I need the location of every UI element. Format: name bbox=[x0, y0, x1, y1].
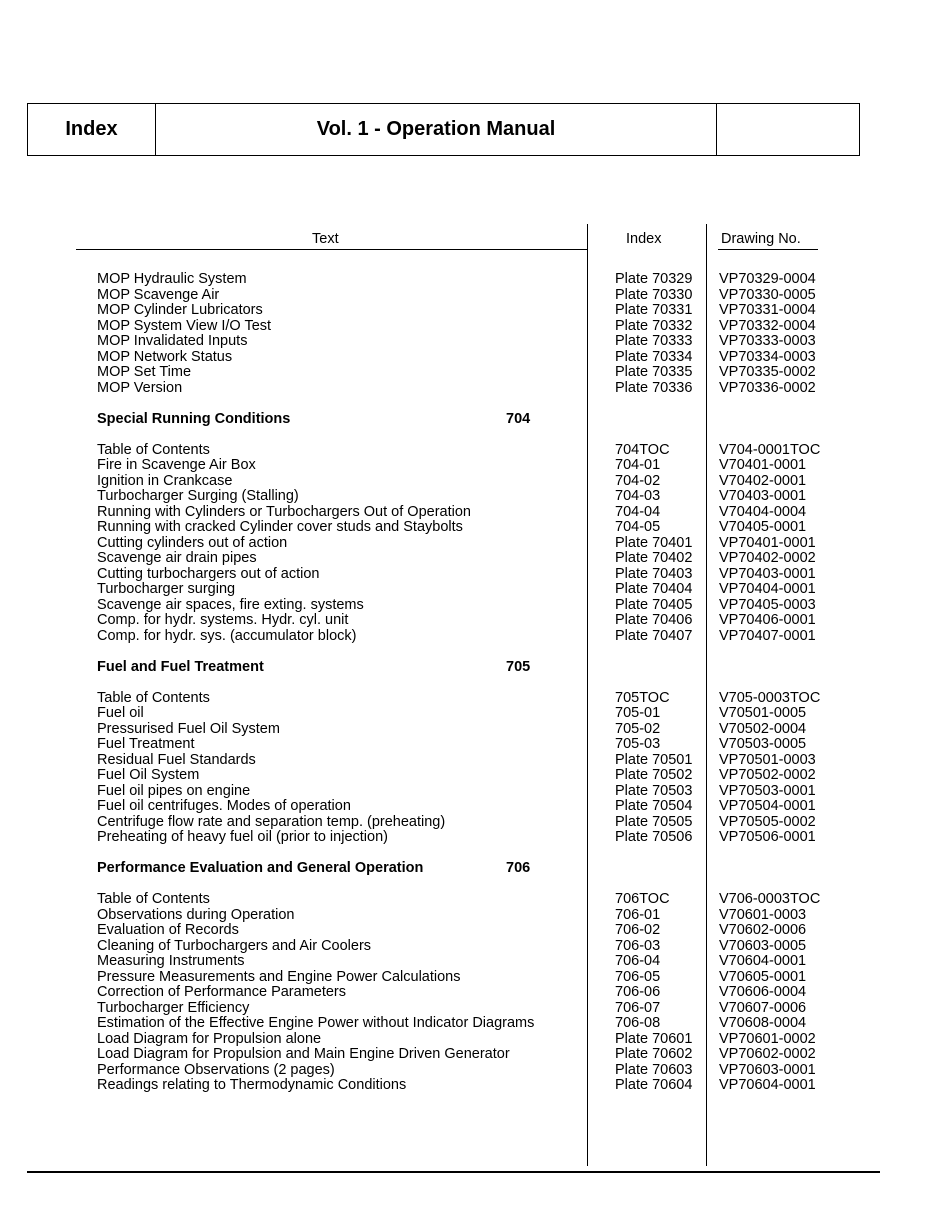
section-heading bbox=[0, 660, 952, 676]
section-number: 706 bbox=[506, 860, 531, 876]
row-text: Comp. for hydr. sys. (accumulator block) bbox=[97, 627, 357, 644]
table-row bbox=[0, 954, 952, 970]
row-drawing: VP70336-0002 bbox=[719, 379, 816, 396]
row-text: Observations during Operation bbox=[97, 906, 295, 923]
section-number: 704 bbox=[506, 410, 531, 427]
row-index: Plate 70603 bbox=[615, 1061, 693, 1078]
row-text: MOP Hydraulic System bbox=[97, 271, 247, 287]
row-drawing: VP70407-0001 bbox=[719, 627, 816, 644]
row-index: Plate 70404 bbox=[615, 581, 693, 597]
row-drawing: V70604-0001 bbox=[719, 953, 807, 969]
row-text: Fuel oil bbox=[97, 705, 144, 721]
row-drawing: V70602-0006 bbox=[719, 922, 807, 938]
row-index: Plate 70330 bbox=[615, 286, 693, 303]
row-index: Plate 70502 bbox=[615, 767, 693, 783]
row-text: Scavenge air drain pipes bbox=[97, 550, 257, 566]
row-index: 706-05 bbox=[615, 968, 661, 985]
row-index: Plate 70602 bbox=[615, 1046, 693, 1062]
section-title: Performance Evaluation and General Operation bbox=[97, 860, 424, 876]
table-row bbox=[0, 830, 952, 846]
row-text: Running with Cylinders or Turbochargers Out of Operation bbox=[97, 503, 471, 520]
row-index: 706-06 bbox=[615, 984, 661, 1000]
table-row bbox=[0, 815, 952, 831]
spacer bbox=[0, 644, 952, 660]
table-row bbox=[0, 567, 952, 583]
row-text: Centrifuge flow rate and separation temp. (preheating) bbox=[97, 813, 446, 830]
row-index: 706-01 bbox=[615, 906, 661, 923]
row-drawing: V70603-0005 bbox=[719, 937, 807, 954]
row-text: MOP Network Status bbox=[97, 348, 233, 365]
section-title: Fuel and Fuel Treatment bbox=[97, 658, 264, 675]
row-drawing: VP70604-0001 bbox=[719, 1077, 816, 1093]
row-drawing: VP70603-0001 bbox=[719, 1061, 816, 1078]
row-index: Plate 70407 bbox=[615, 627, 693, 644]
row-drawing: VP70330-0005 bbox=[719, 286, 816, 303]
row-text: Performance Observations (2 pages) bbox=[97, 1061, 335, 1078]
table-row bbox=[0, 536, 952, 552]
table-row bbox=[0, 505, 952, 521]
row-text: Cleaning of Turbochargers and Air Coolers bbox=[97, 937, 372, 954]
drawing-header-underline bbox=[718, 249, 818, 250]
section-heading bbox=[0, 861, 952, 877]
row-text: Fuel oil centrifuges. Modes of operation bbox=[97, 798, 351, 814]
row-index: 704-02 bbox=[615, 472, 661, 489]
row-index: 705-02 bbox=[615, 720, 661, 737]
row-text: Table of Contents bbox=[97, 689, 210, 706]
row-index: 706-02 bbox=[615, 922, 661, 938]
row-text: Correction of Performance Parameters bbox=[97, 984, 347, 1000]
row-drawing: V70401-0001 bbox=[719, 457, 807, 473]
spacer bbox=[0, 675, 952, 691]
table-row bbox=[0, 768, 952, 784]
row-index: Plate 70401 bbox=[615, 534, 693, 551]
row-text: Turbocharger Surging (Stalling) bbox=[97, 488, 299, 504]
table-row bbox=[0, 520, 952, 536]
spacer bbox=[0, 427, 952, 443]
table-row bbox=[0, 799, 952, 815]
table-row bbox=[0, 691, 952, 707]
row-index: 706-07 bbox=[615, 999, 661, 1016]
table-row bbox=[0, 1063, 952, 1079]
row-text: Preheating of heavy fuel oil (prior to injection) bbox=[97, 829, 388, 845]
table-row bbox=[0, 272, 952, 288]
row-text: Load Diagram for Propulsion and Main Engine Driven Generator bbox=[97, 1046, 510, 1062]
row-index: Plate 70331 bbox=[615, 302, 693, 318]
table-row bbox=[0, 722, 952, 738]
row-text: Readings relating to Thermodynamic Conditions bbox=[97, 1077, 407, 1093]
row-index: 705-01 bbox=[615, 705, 661, 721]
row-text: Table of Contents bbox=[97, 891, 210, 907]
row-text: Comp. for hydr. systems. Hydr. cyl. unit bbox=[97, 612, 349, 628]
column-header-index: Index bbox=[626, 231, 662, 247]
row-drawing: VP70332-0004 bbox=[719, 317, 816, 334]
row-text: Fire in Scavenge Air Box bbox=[97, 457, 256, 473]
table-row bbox=[0, 474, 952, 490]
row-text: Evaluation of Records bbox=[97, 922, 239, 938]
row-text: Table of Contents bbox=[97, 441, 210, 458]
table-row bbox=[0, 970, 952, 986]
row-drawing: VP70504-0001 bbox=[719, 798, 816, 814]
spacer bbox=[0, 877, 952, 893]
row-text: Pressurised Fuel Oil System bbox=[97, 720, 280, 737]
header-underline bbox=[76, 249, 588, 250]
row-text: Load Diagram for Propulsion alone bbox=[97, 1030, 322, 1047]
row-index: Plate 70406 bbox=[615, 612, 693, 628]
column-header-text: Text bbox=[312, 231, 339, 247]
table-row bbox=[0, 334, 952, 350]
row-drawing: V70503-0005 bbox=[719, 736, 807, 752]
row-drawing: VP70333-0003 bbox=[719, 333, 816, 349]
row-index: Plate 70504 bbox=[615, 798, 693, 814]
table-row bbox=[0, 381, 952, 397]
row-drawing: VP70601-0002 bbox=[719, 1030, 816, 1047]
table-row bbox=[0, 443, 952, 459]
table-row bbox=[0, 1047, 952, 1063]
header-index-label: Index bbox=[28, 104, 156, 155]
row-index: 706-08 bbox=[615, 1015, 661, 1031]
spacer bbox=[0, 396, 952, 412]
row-drawing: VP70505-0002 bbox=[719, 813, 816, 830]
table-row bbox=[0, 1078, 952, 1094]
table-row bbox=[0, 1016, 952, 1032]
row-text: Fuel Treatment bbox=[97, 736, 195, 752]
row-drawing: VP70506-0001 bbox=[719, 829, 816, 845]
table-row bbox=[0, 985, 952, 1001]
row-text: MOP Cylinder Lubricators bbox=[97, 302, 263, 318]
row-drawing: VP70502-0002 bbox=[719, 767, 816, 783]
row-index: Plate 70332 bbox=[615, 317, 693, 334]
row-drawing: V70501-0005 bbox=[719, 705, 807, 721]
table-row bbox=[0, 489, 952, 505]
table-row bbox=[0, 598, 952, 614]
table-row bbox=[0, 319, 952, 335]
row-text: MOP System View I/O Test bbox=[97, 317, 272, 334]
row-index: Plate 70506 bbox=[615, 829, 693, 845]
row-drawing: V70502-0004 bbox=[719, 720, 807, 737]
row-drawing: V70404-0004 bbox=[719, 503, 807, 520]
row-index: 704-01 bbox=[615, 457, 661, 473]
row-drawing: VP70334-0003 bbox=[719, 348, 816, 365]
table-row bbox=[0, 908, 952, 924]
table-row bbox=[0, 923, 952, 939]
table-row bbox=[0, 892, 952, 908]
row-drawing: V70606-0004 bbox=[719, 984, 807, 1000]
row-index: Plate 70405 bbox=[615, 596, 693, 613]
row-text: Cutting cylinders out of action bbox=[97, 534, 288, 551]
table-row bbox=[0, 582, 952, 598]
table-row bbox=[0, 1001, 952, 1017]
row-drawing: V70402-0001 bbox=[719, 472, 807, 489]
page-bottom-rule bbox=[27, 1171, 880, 1173]
row-index: Plate 70335 bbox=[615, 364, 693, 380]
table-row bbox=[0, 784, 952, 800]
row-index: Plate 70333 bbox=[615, 333, 693, 349]
index-table bbox=[0, 272, 952, 1094]
row-text: Fuel oil pipes on engine bbox=[97, 782, 251, 799]
row-drawing: V70601-0003 bbox=[719, 906, 807, 923]
row-drawing: V704-0001TOC bbox=[719, 441, 821, 458]
page-header bbox=[27, 103, 860, 156]
row-drawing: VP70335-0002 bbox=[719, 364, 816, 380]
row-text: Ignition in Crankcase bbox=[97, 472, 233, 489]
row-drawing: VP70331-0004 bbox=[719, 302, 816, 318]
row-drawing: V706-0003TOC bbox=[719, 891, 821, 907]
table-row bbox=[0, 350, 952, 366]
table-row bbox=[0, 613, 952, 629]
spacer bbox=[0, 846, 952, 862]
row-drawing: VP70501-0003 bbox=[719, 751, 816, 768]
row-index: Plate 70402 bbox=[615, 550, 693, 566]
table-row bbox=[0, 288, 952, 304]
row-text: Estimation of the Effective Engine Power without Indicator Diagrams bbox=[97, 1015, 535, 1031]
table-row bbox=[0, 365, 952, 381]
row-drawing: V70608-0004 bbox=[719, 1015, 807, 1031]
row-text: Running with cracked Cylinder cover studs and Staybolts bbox=[97, 519, 463, 535]
row-text: Fuel Oil System bbox=[97, 767, 200, 783]
row-text: Pressure Measurements and Engine Power Calculations bbox=[97, 968, 461, 985]
row-drawing: VP70403-0001 bbox=[719, 565, 816, 582]
row-drawing: V70405-0001 bbox=[719, 519, 807, 535]
row-text: Scavenge air spaces, fire exting. systems bbox=[97, 596, 364, 613]
row-index: Plate 70501 bbox=[615, 751, 693, 768]
section-heading bbox=[0, 412, 952, 428]
table-row bbox=[0, 458, 952, 474]
row-text: Residual Fuel Standards bbox=[97, 751, 256, 768]
section-title: Special Running Conditions bbox=[97, 410, 291, 427]
row-drawing: V70605-0001 bbox=[719, 968, 807, 985]
row-drawing: VP70602-0002 bbox=[719, 1046, 816, 1062]
row-index: Plate 70503 bbox=[615, 782, 693, 799]
row-index: Plate 70334 bbox=[615, 348, 693, 365]
row-text: Turbocharger surging bbox=[97, 581, 236, 597]
column-header-drawing: Drawing No. bbox=[721, 231, 801, 247]
row-index: 704-03 bbox=[615, 488, 661, 504]
row-text: Cutting turbochargers out of action bbox=[97, 565, 320, 582]
table-row bbox=[0, 303, 952, 319]
row-index: 705TOC bbox=[615, 689, 670, 706]
row-text: MOP Set Time bbox=[97, 364, 192, 380]
header-empty-cell bbox=[717, 104, 859, 155]
row-index: 704-05 bbox=[615, 519, 661, 535]
row-text: Measuring Instruments bbox=[97, 953, 245, 969]
row-drawing: VP70406-0001 bbox=[719, 612, 816, 628]
row-index: 706TOC bbox=[615, 891, 670, 907]
row-index: Plate 70336 bbox=[615, 379, 693, 396]
row-text: Turbocharger Efficiency bbox=[97, 999, 250, 1016]
row-index: Plate 70403 bbox=[615, 565, 693, 582]
header-title: Vol. 1 - Operation Manual bbox=[156, 104, 717, 155]
row-drawing: V70607-0006 bbox=[719, 999, 807, 1016]
row-index: 704TOC bbox=[615, 441, 670, 458]
row-index: 706-04 bbox=[615, 953, 661, 969]
row-drawing: VP70503-0001 bbox=[719, 782, 816, 799]
row-index: 706-03 bbox=[615, 937, 661, 954]
row-drawing: VP70329-0004 bbox=[719, 271, 816, 287]
table-row bbox=[0, 551, 952, 567]
row-drawing: VP70401-0001 bbox=[719, 534, 816, 551]
row-index: Plate 70604 bbox=[615, 1077, 693, 1093]
table-row bbox=[0, 753, 952, 769]
row-index: Plate 70505 bbox=[615, 813, 693, 830]
row-drawing: VP70402-0002 bbox=[719, 550, 816, 566]
row-text: MOP Scavenge Air bbox=[97, 286, 220, 303]
row-index: Plate 70329 bbox=[615, 271, 693, 287]
table-row bbox=[0, 629, 952, 645]
row-index: Plate 70601 bbox=[615, 1030, 693, 1047]
row-drawing: VP70405-0003 bbox=[719, 596, 816, 613]
row-drawing: VP70404-0001 bbox=[719, 581, 816, 597]
table-row bbox=[0, 1032, 952, 1048]
row-drawing: V70403-0001 bbox=[719, 488, 807, 504]
table-row bbox=[0, 737, 952, 753]
row-index: 704-04 bbox=[615, 503, 661, 520]
row-text: MOP Invalidated Inputs bbox=[97, 333, 248, 349]
table-row bbox=[0, 939, 952, 955]
section-number: 705 bbox=[506, 658, 531, 675]
row-index: 705-03 bbox=[615, 736, 661, 752]
row-text: MOP Version bbox=[97, 379, 183, 396]
table-row bbox=[0, 706, 952, 722]
row-drawing: V705-0003TOC bbox=[719, 689, 821, 706]
